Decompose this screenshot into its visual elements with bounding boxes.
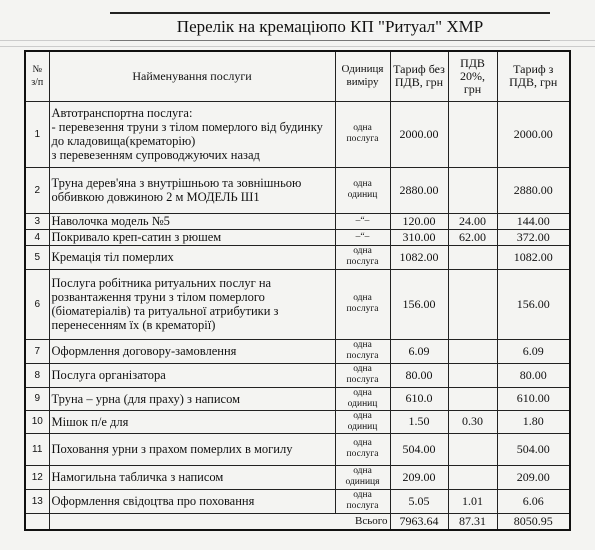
vat-amount: 0.30 [448,410,497,433]
table-row [25,167,570,213]
tariff-without-vat: 80.00 [390,363,448,387]
vat-amount [448,433,497,465]
vat-amount [448,339,497,363]
table-row [25,245,570,269]
unit-of-measure: –“– [335,229,390,245]
header-name: Найменування послуги [49,51,335,101]
service-name: Намогильна табличка з написом [49,465,335,489]
tariff-without-vat: 5.05 [390,489,448,513]
table-row [25,410,570,433]
header-no: № з/п [25,51,49,101]
unit-of-measure: одна послуга [335,489,390,513]
service-name: Автотранспортна послуга: - перевезення труни з тілом померлого від будинку до кладовища(крематорію) з перевезенням супроводжуючих назад [49,101,335,167]
row-number: 8 [25,363,49,387]
total-row [25,513,570,530]
unit-of-measure: одна одиниц [335,167,390,213]
row-number: 4 [25,229,49,245]
unit-of-measure: одна одиниц [335,387,390,410]
vat-amount: 24.00 [448,213,497,229]
service-name: Послуга робітника ритуальних послуг на розвантаження труни з тілом померлого (біоматеріалів) та ритуальної атрибутики з перенесенням їх (в крематорії) [49,269,335,339]
row-number: 2 [25,167,49,213]
tariff-with-vat: 372.00 [497,229,570,245]
unit-of-measure: одна одиниц [335,410,390,433]
tariff-table [24,50,571,531]
vat-amount [448,101,497,167]
table-row [25,433,570,465]
table-row [25,229,570,245]
tariff-with-vat: 1.80 [497,410,570,433]
tariff-without-vat: 310.00 [390,229,448,245]
row-number: 9 [25,387,49,410]
service-name: Труна дерев'яна з внутрішньою та зовнішньою оббивкою довжиною 2 м МОДЕЛЬ Ш1 [49,167,335,213]
header-vat: ПДВ 20%, грн [448,51,497,101]
tariff-without-vat: 504.00 [390,433,448,465]
tariff-with-vat: 610.00 [497,387,570,410]
unit-of-measure: –“– [335,213,390,229]
total-vat: 87.31 [448,513,497,530]
tariff-without-vat: 1082.00 [390,245,448,269]
tariff-without-vat: 120.00 [390,213,448,229]
service-name: Оформлення договору-замовлення [49,339,335,363]
service-name: Покривало креп-сатин з рюшем [49,229,335,245]
vat-amount [448,167,497,213]
table-row [25,387,570,410]
unit-of-measure: одна послуга [335,269,390,339]
row-number: 7 [25,339,49,363]
tariff-without-vat: 6.09 [390,339,448,363]
tariff-with-vat: 6.09 [497,339,570,363]
service-name: Оформлення свідоцтва про поховання [49,489,335,513]
table-row [25,339,570,363]
unit-of-measure: одна послуга [335,363,390,387]
tariff-with-vat: 2880.00 [497,167,570,213]
row-number: 13 [25,489,49,513]
tariff-without-vat: 156.00 [390,269,448,339]
row-number: 11 [25,433,49,465]
table-header-row [25,51,570,101]
document-title: Перелік на кремаціюпо КП "Ритуал" ХМР [110,12,550,41]
tariff-without-vat: 610.0 [390,387,448,410]
service-name: Наволочка модель №5 [49,213,335,229]
row-number: 10 [25,410,49,433]
header-tariff-vat: Тариф з ПДВ, грн [497,51,570,101]
unit-of-measure: одна одиниця [335,465,390,489]
tariff-without-vat: 209.00 [390,465,448,489]
service-name: Мішок п/е для [49,410,335,433]
vat-amount [448,363,497,387]
tariff-with-vat: 144.00 [497,213,570,229]
row-number: 5 [25,245,49,269]
row-number: 12 [25,465,49,489]
unit-of-measure: одна послуга [335,101,390,167]
vat-amount [448,245,497,269]
table-row [25,465,570,489]
vat-amount: 1.01 [448,489,497,513]
total-label: Всього [49,513,390,530]
table-row [25,269,570,339]
sheet-gridline [0,46,595,47]
table-row [25,101,570,167]
row-number: 6 [25,269,49,339]
tariff-with-vat: 6.06 [497,489,570,513]
total-tariff: 7963.64 [390,513,448,530]
service-name: Кремація тіл померлих [49,245,335,269]
vat-amount [448,387,497,410]
tariff-without-vat: 2880.00 [390,167,448,213]
row-number: 1 [25,101,49,167]
header-unit: Одиниця виміру [335,51,390,101]
unit-of-measure: одна послуга [335,433,390,465]
table-row [25,489,570,513]
tariff-with-vat: 1082.00 [497,245,570,269]
tariff-with-vat: 504.00 [497,433,570,465]
tariff-with-vat: 209.00 [497,465,570,489]
service-name: Поховання урни з прахом померлих в могилу [49,433,335,465]
tariff-with-vat: 80.00 [497,363,570,387]
vat-amount [448,465,497,489]
tariff-with-vat: 2000.00 [497,101,570,167]
header-tariff: Тариф без ПДВ, грн [390,51,448,101]
tariff-with-vat: 156.00 [497,269,570,339]
unit-of-measure: одна послуга [335,245,390,269]
vat-amount: 62.00 [448,229,497,245]
tariff-without-vat: 2000.00 [390,101,448,167]
row-number: 3 [25,213,49,229]
table-row [25,363,570,387]
table-row [25,213,570,229]
vat-amount [448,269,497,339]
service-name: Труна – урна (для праху) з написом [49,387,335,410]
service-name: Послуга організатора [49,363,335,387]
unit-of-measure: одна послуга [335,339,390,363]
tariff-without-vat: 1.50 [390,410,448,433]
total-tariff-vat: 8050.95 [497,513,570,530]
